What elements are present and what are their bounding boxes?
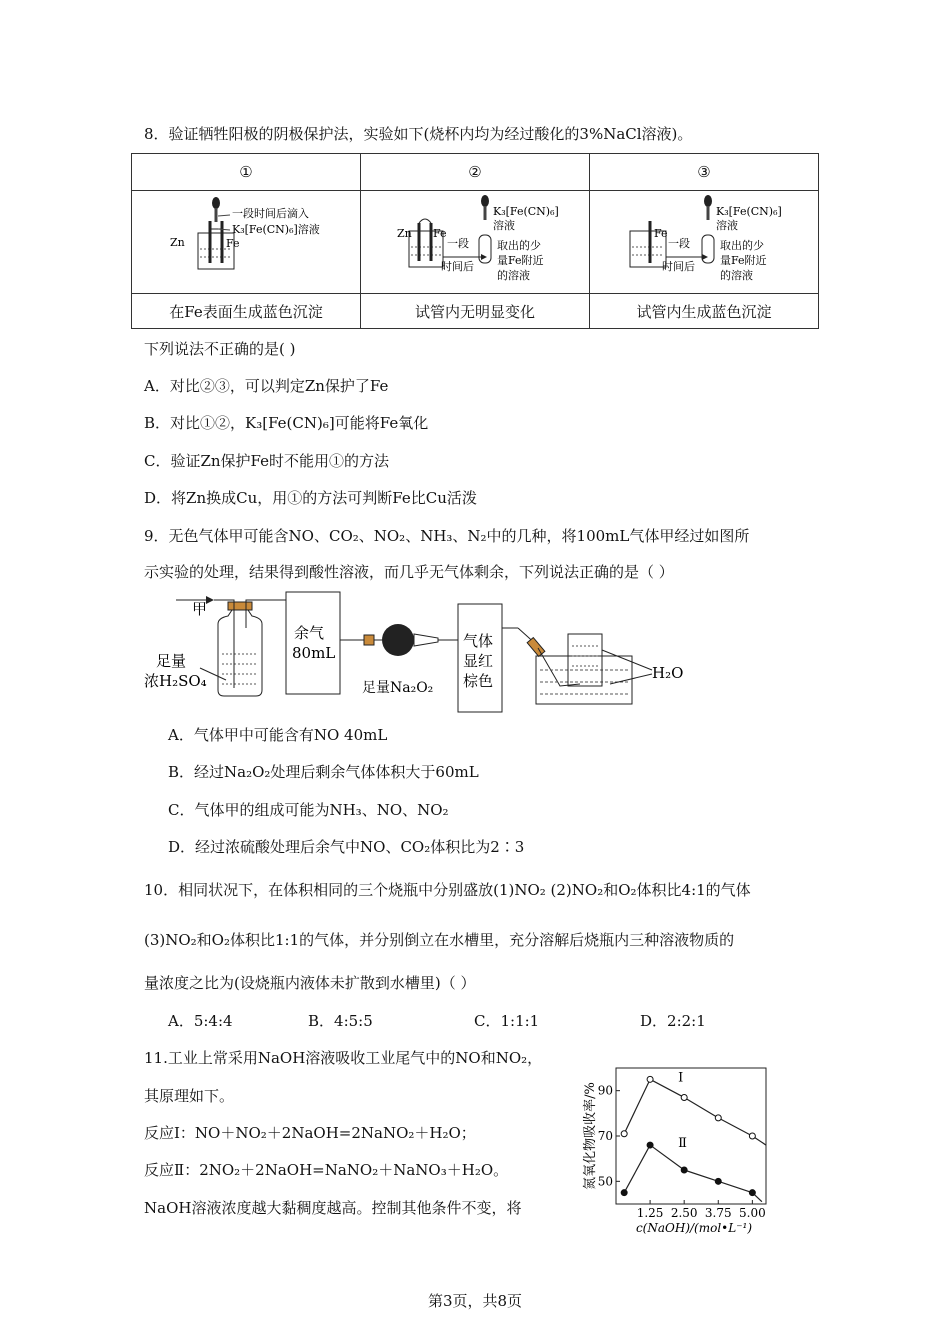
absorption-rate-chart — [572, 1060, 782, 1238]
q8-header-2: ② — [361, 154, 590, 191]
q10-line-1: 10．相同状况下，在体积相同的三个烧瓶中分别盛放(1)NO₂ (2)NO₂和O₂体积比4:1的气体 — [144, 881, 751, 899]
q9-label-gas-1: 余气 — [294, 624, 325, 642]
x-tick-label-3: 5.00 — [739, 1206, 766, 1220]
q8-result-2: 试管内无明显变化 — [361, 294, 590, 329]
q11-line-1: 11.工业上常采用NaOH溶液吸收工业尾气中的NO和NO₂， — [144, 1049, 543, 1067]
q10-option-c[interactable]: C．1:1:1 — [474, 1012, 540, 1030]
q8-fig2-label-r5: 的溶液 — [497, 269, 530, 282]
q9-option-b[interactable]: B．经过Na₂O₂处理后剩余气体体积大于60mL — [168, 763, 479, 781]
q8-fig3-label-r1: K₃[Fe(CN)₆] — [716, 205, 782, 218]
series-0-point-3 — [715, 1115, 721, 1121]
q9-label-gas-2: 80mL — [292, 644, 336, 662]
q8-figure-1 — [132, 191, 360, 289]
q8-figure-2 — [361, 191, 589, 289]
series-0-point-4 — [749, 1133, 755, 1139]
q9-label-color-1: 气体 — [463, 632, 494, 650]
q8-figure-3-cell — [590, 191, 819, 294]
series-1-point-2 — [681, 1167, 687, 1173]
q9-label-acid-2: 浓H₂SO₄ — [144, 672, 207, 690]
y-tick-label-0: 50 — [597, 1174, 613, 1189]
q11-line-4: 反应Ⅱ：2NO₂＋2NaOH=NaNO₂＋NaNO₃＋H₂O。 — [144, 1161, 509, 1179]
x-tick-label-0: 1.25 — [636, 1206, 664, 1220]
q8-result-1: 在Fe表面生成蓝色沉淀 — [132, 294, 361, 329]
q8-stem: 8．验证牺牲阳极的阴极保护法，实验如下(烧杯内均为经过酸化的3%NaCl溶液)。 — [144, 125, 693, 143]
x-tick-label-1: 2.50 — [670, 1206, 698, 1220]
q8-option-c[interactable]: C．验证Zn保护Fe时不能用①的方法 — [144, 452, 390, 470]
q9-apparatus-diagram — [140, 588, 700, 716]
q9-stem-line-2: 示实验的处理，结果得到酸性溶液，而几乎无气体剩余，下列说法正确的是（ ） — [144, 563, 674, 581]
q8-fig3-label-r2: 溶液 — [716, 219, 738, 232]
q8-fig2-label-r2: 溶液 — [493, 219, 515, 232]
series-0-line — [624, 1079, 766, 1145]
q10-option-b[interactable]: B．4:5:5 — [308, 1012, 373, 1030]
y-tick-label-1: 70 — [597, 1129, 613, 1143]
q8-fig2-zn: Zn — [397, 227, 412, 240]
series-1-point-3 — [715, 1178, 721, 1184]
q9-label-na2o2: 足量Na₂O₂ — [362, 680, 434, 696]
series-0-point-1 — [647, 1076, 653, 1082]
x-tick-label-2: 3.75 — [704, 1206, 732, 1220]
q8-question: 下列说法不正确的是( ) — [144, 340, 296, 358]
q9-option-c[interactable]: C．气体甲的组成可能为NH₃、NO、NO₂ — [168, 801, 449, 819]
q8-fig1-zn: Zn — [170, 236, 185, 249]
q10-option-d[interactable]: D．2:2:1 — [640, 1012, 706, 1030]
q8-fig2-fe: Fe — [433, 227, 447, 240]
q8-fig1-label-1: 一段时间后滴入 — [232, 207, 309, 220]
q9-label-color-2: 显红 — [463, 652, 494, 670]
q8-fig2-label-r4: 量Fe附近 — [497, 254, 544, 267]
q11-line-5: NaOH溶液浓度越大黏稠度越高。控制其他条件不变，将 — [144, 1199, 522, 1217]
q8-fig2-label-2: 时间后 — [441, 260, 474, 273]
q8-option-b[interactable]: B．对比①②，K₃[Fe(CN)₆]可能将Fe氧化 — [144, 414, 429, 432]
page-footer: 第3页，共8页 — [427, 1292, 523, 1310]
chart-frame — [616, 1068, 766, 1204]
chart-ylabel: 氮氧化物吸收率/% — [583, 1082, 598, 1190]
series-1-line — [624, 1145, 762, 1202]
q8-fig3-label-r4: 量Fe附近 — [720, 254, 767, 267]
chart-xlabel: c(NaOH)/(mol•L⁻¹) — [635, 1221, 753, 1235]
q8-option-d[interactable]: D．将Zn换成Cu，用①的方法可判断Fe比Cu活泼 — [144, 489, 477, 507]
q8-experiment-table — [131, 153, 819, 329]
q8-header-3: ③ — [590, 154, 819, 191]
q8-figure-3 — [590, 191, 818, 289]
q9-label-acid-1: 足量 — [156, 652, 187, 670]
q8-fig2-label-1: 一段 — [447, 237, 469, 250]
series-1-point-0 — [621, 1190, 627, 1196]
series-0-label: Ⅰ — [678, 1070, 684, 1086]
q8-fig3-fe: Fe — [654, 227, 668, 240]
q11-line-3: 反应Ⅰ：NO＋NO₂＋2NaOH=2NaNO₂＋H₂O； — [144, 1124, 476, 1142]
q9-stem-line-1: 9．无色气体甲可能含NO、CO₂、NO₂、NH₃、N₂中的几种，将100mL气体甲经过如图所 — [144, 527, 750, 545]
q11-line-2: 其原理如下。 — [144, 1087, 235, 1105]
q9-label-jia: 甲 — [192, 600, 208, 618]
q9-label-color-3: 棕色 — [463, 672, 494, 690]
series-0-point-2 — [681, 1094, 687, 1100]
series-1-point-4 — [749, 1190, 755, 1196]
series-1-label: Ⅱ — [678, 1136, 687, 1152]
q10-line-2: (3)NO₂和O₂体积比1:1的气体，并分别倒立在水槽里，充分溶解后烧瓶内三种溶液物质的 — [144, 931, 735, 949]
y-tick-label-2: 90 — [597, 1083, 613, 1098]
q8-result-3: 试管内生成蓝色沉淀 — [590, 294, 819, 329]
q8-fig2-label-r1: K₃[Fe(CN)₆] — [493, 205, 559, 218]
q8-fig3-label-r5: 的溶液 — [720, 269, 753, 282]
q10-option-a[interactable]: A．5:4:4 — [168, 1012, 233, 1030]
q9-option-d[interactable]: D．经过浓硫酸处理后余气中NO、CO₂体积比为2∶3 — [168, 838, 525, 856]
q9-option-a[interactable]: A．气体甲中可能含有NO 40mL — [168, 726, 388, 744]
q8-option-a[interactable]: A．对比②③，可以判定Zn保护了Fe — [144, 377, 389, 395]
q8-fig3-label-r3: 取出的少 — [720, 239, 764, 252]
q8-fig1-label-2: K₃[Fe(CN)₆]溶液 — [232, 223, 320, 236]
q9-label-h2o: H₂O — [652, 664, 684, 682]
q10-line-3: 量浓度之比为(设烧瓶内液体未扩散到水槽里)（ ） — [144, 974, 476, 992]
q8-fig3-label-2: 时间后 — [662, 260, 695, 273]
q8-fig3-label-1: 一段 — [668, 237, 690, 250]
series-0-point-0 — [621, 1131, 627, 1137]
q8-fig2-label-r3: 取出的少 — [497, 239, 541, 252]
q8-header-1: ① — [132, 154, 361, 191]
series-1-point-1 — [647, 1142, 653, 1148]
q8-figure-2-cell — [361, 191, 590, 294]
q8-figure-1-cell — [132, 191, 361, 294]
q8-fig1-fe: Fe — [226, 237, 240, 250]
